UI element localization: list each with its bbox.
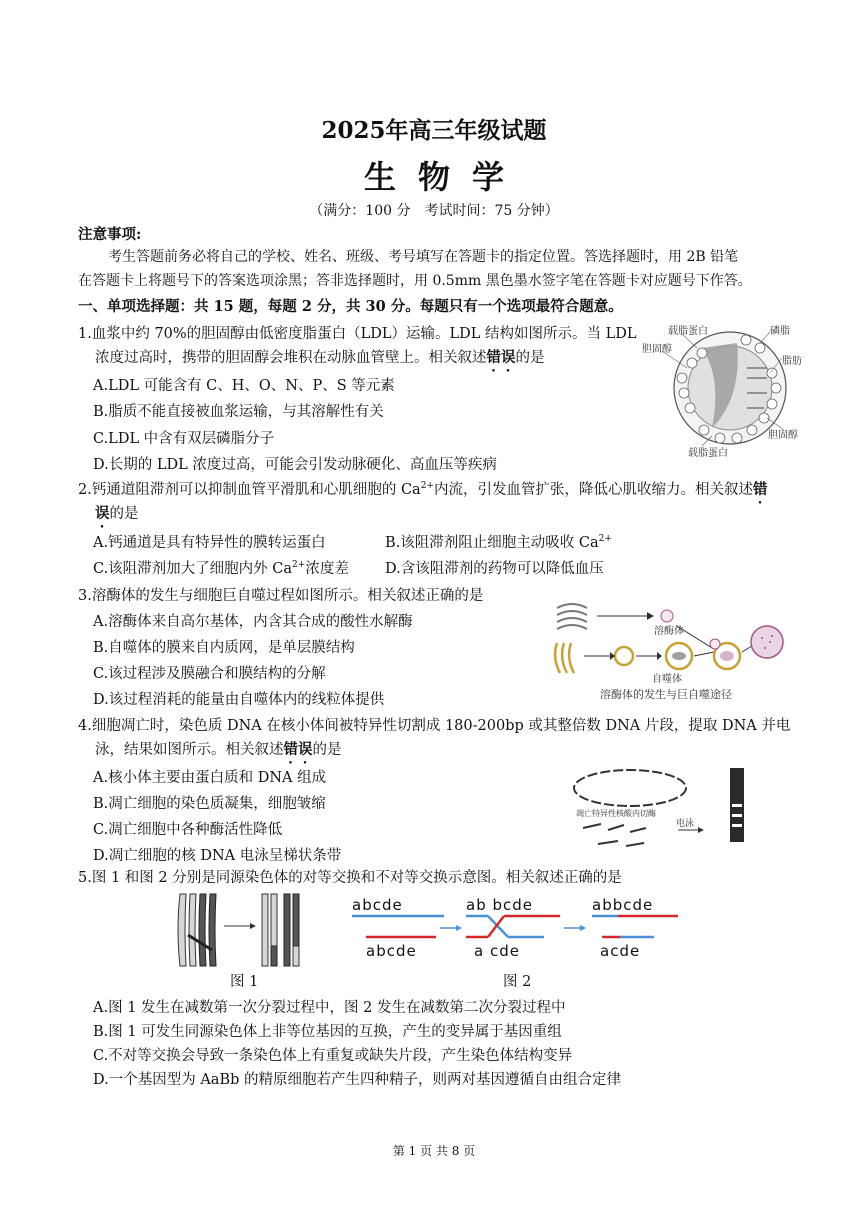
label-cholesterol-left: 胆固醇 (642, 344, 672, 355)
gel-band (732, 804, 742, 807)
q4-option-b: B.凋亡细胞的染色质凝集，细胞皱缩 (93, 796, 326, 812)
seq-3-bottom: acde (600, 942, 641, 960)
label-apoprotein-bottom: 载脂蛋白 (688, 448, 728, 459)
label-fat: 脂肪 (782, 356, 802, 367)
gel-band (732, 814, 742, 817)
q1-option-b: B.脂质不能直接被血浆运输，与其溶解性有关 (93, 404, 384, 420)
seq-3-top: abbcde (592, 896, 654, 914)
q4-option-c: C.凋亡细胞中各种酶活性降低 (93, 822, 283, 838)
q4-stem-line-2: 泳，结果如图所示。相关叙述错误的是 (95, 741, 342, 758)
q3-stem: 3.溶酶体的发生与细胞巨自噬过程如图所示。相关叙述正确的是 (78, 588, 484, 604)
seq-1-bottom: abcde (366, 942, 417, 960)
q3-option-a: A.溶酶体来自高尔基体，内含其合成的酸性水解酶 (93, 614, 413, 630)
q2-stem-line-2: 误的是 (95, 505, 139, 522)
seq-2-bottom: a cde (474, 942, 520, 960)
exam-title: 2025年高三年级试题 (321, 117, 547, 144)
q3-option-d: D.该过程消耗的能量由自噬体内的线粒体提供 (93, 692, 385, 708)
figure-1-chromosomes (172, 890, 312, 970)
q5-option-c: C.不对等交换会导致一条染色体上有重复或缺失片段，产生染色体结构变异 (93, 1048, 573, 1064)
q4-option-a: A.核小体主要由蛋白质和 DNA 组成 (93, 770, 327, 786)
apoptosis-dna-figure (568, 760, 718, 860)
electrophoresis-gel-lane (730, 768, 744, 842)
exam-info: （满分：100 分 考试时间：75 分钟） (309, 203, 559, 219)
q1-stem-line-1: 1.血浆中约 70%的胆固醇由低密度脂蛋白（LDL）运输。LDL 结构如图所示。当 LDL (78, 326, 637, 342)
notice-line-2: 在答题卡上将题号下的答案选项涂黑；答非选择题时，用 0.5mm 黑色墨水签字笔在答题卡对应题号下作答。 (78, 273, 752, 289)
label-cholesterol-right: 胆固醇 (768, 430, 798, 441)
page-footer: 第 1 页 共 8 页 (392, 1144, 476, 1158)
q2-option-c: C.该阻滞剂加大了细胞内外 $Ca^{2+}$浓度差 (93, 560, 349, 577)
section-heading: 一、单项选择题：共 15 题，每题 2 分，共 30 分。每题只有一个选项最符合题意。 (78, 298, 623, 315)
label-lysosome: 溶酶体 (654, 626, 684, 637)
q1-option-d: D.长期的 LDL 浓度过高，可能会引发动脉硬化、高血压等疾病 (93, 457, 497, 473)
q2-option-a: A.钙通道是具有特异性的膜转运蛋白 (93, 535, 326, 551)
gel-band (732, 824, 742, 827)
autophagy-figure (552, 598, 792, 702)
q5-option-d: D.一个基因型为 AaBb 的精原细胞若产生四种精子，则两对基因遵循自由组合定律 (93, 1072, 621, 1088)
q2-option-b: B.该阻滞剂阻止细胞主动吸收 $Ca^{2+}$ (385, 534, 612, 551)
figure-caption: 溶酶体的发生与巨自噬途径 (600, 688, 732, 701)
seq-1-top: abcde (352, 896, 403, 914)
figure-1-caption: 图 1 (230, 974, 259, 990)
notice-heading: 注意事项: (78, 226, 142, 243)
figure-2-unequal-crossover (348, 894, 688, 966)
label-phospholipid: 磷脂 (770, 326, 790, 337)
q4-option-d: D.凋亡细胞的核 DNA 电泳呈梯状条带 (93, 848, 342, 864)
q4-stem-line-1: 4.细胞凋亡时，染色质 DNA 在核小体间被特异性切割成 180-200bp 或其整倍数 DNA 片段，提取 DNA 并电 (78, 718, 791, 734)
q1-stem-line-2: 浓度过高时，携带的胆固醇会堆积在动脉血管壁上。相关叙述错误的是 (95, 349, 545, 366)
seq-2-top: ab bcde (466, 896, 533, 914)
q3-option-b: B.自噬体的膜来自内质网，是单层膜结构 (93, 640, 355, 656)
q1-option-a: A.LDL 可能含有 C、H、O、N、P、S 等元素 (93, 378, 395, 394)
q3-option-c: C.该过程涉及膜融合和膜结构的分解 (93, 666, 326, 682)
q2-stem-line-1: 2.钙通道阻滞剂可以抑制血管平滑肌和心肌细胞的 $Ca^{2+}$内流，引发血管扩张，降低心肌收缩力。相关叙述错 (78, 481, 768, 498)
q1-option-c: C.LDL 中含有双层磷脂分子 (93, 431, 275, 447)
ldl-structure-figure (642, 318, 802, 458)
label-apoprotein-top: 载脂蛋白 (668, 326, 708, 337)
q5-option-a: A.图 1 发生在减数第一次分裂过程中，图 2 发生在减数第二次分裂过程中 (93, 1000, 566, 1016)
q5-option-b: B.图 1 可发生同源染色体上非等位基因的互换，产生的变异属于基因重组 (93, 1024, 562, 1040)
q2-option-d: D.含该阻滞剂的药物可以降低血压 (385, 561, 604, 577)
label-autophagosome: 自噬体 (652, 674, 682, 685)
notice-line-1: 考生答题前务必将自己的学校、姓名、班级、考号填写在答题卡的指定位置。答选择题时，用 2B 铅笔 (108, 249, 739, 265)
figure-2-caption: 图 2 (503, 974, 532, 990)
label-endonuclease: 凋亡特异性核酸内切酶 (576, 809, 656, 818)
q5-stem: 5.图 1 和图 2 分别是同源染色体的对等交换和不对等交换示意图。相关叙述正确的是 (78, 870, 622, 886)
label-electrophoresis: 电泳 (676, 819, 695, 829)
subject-title: 生物学 (363, 158, 526, 196)
